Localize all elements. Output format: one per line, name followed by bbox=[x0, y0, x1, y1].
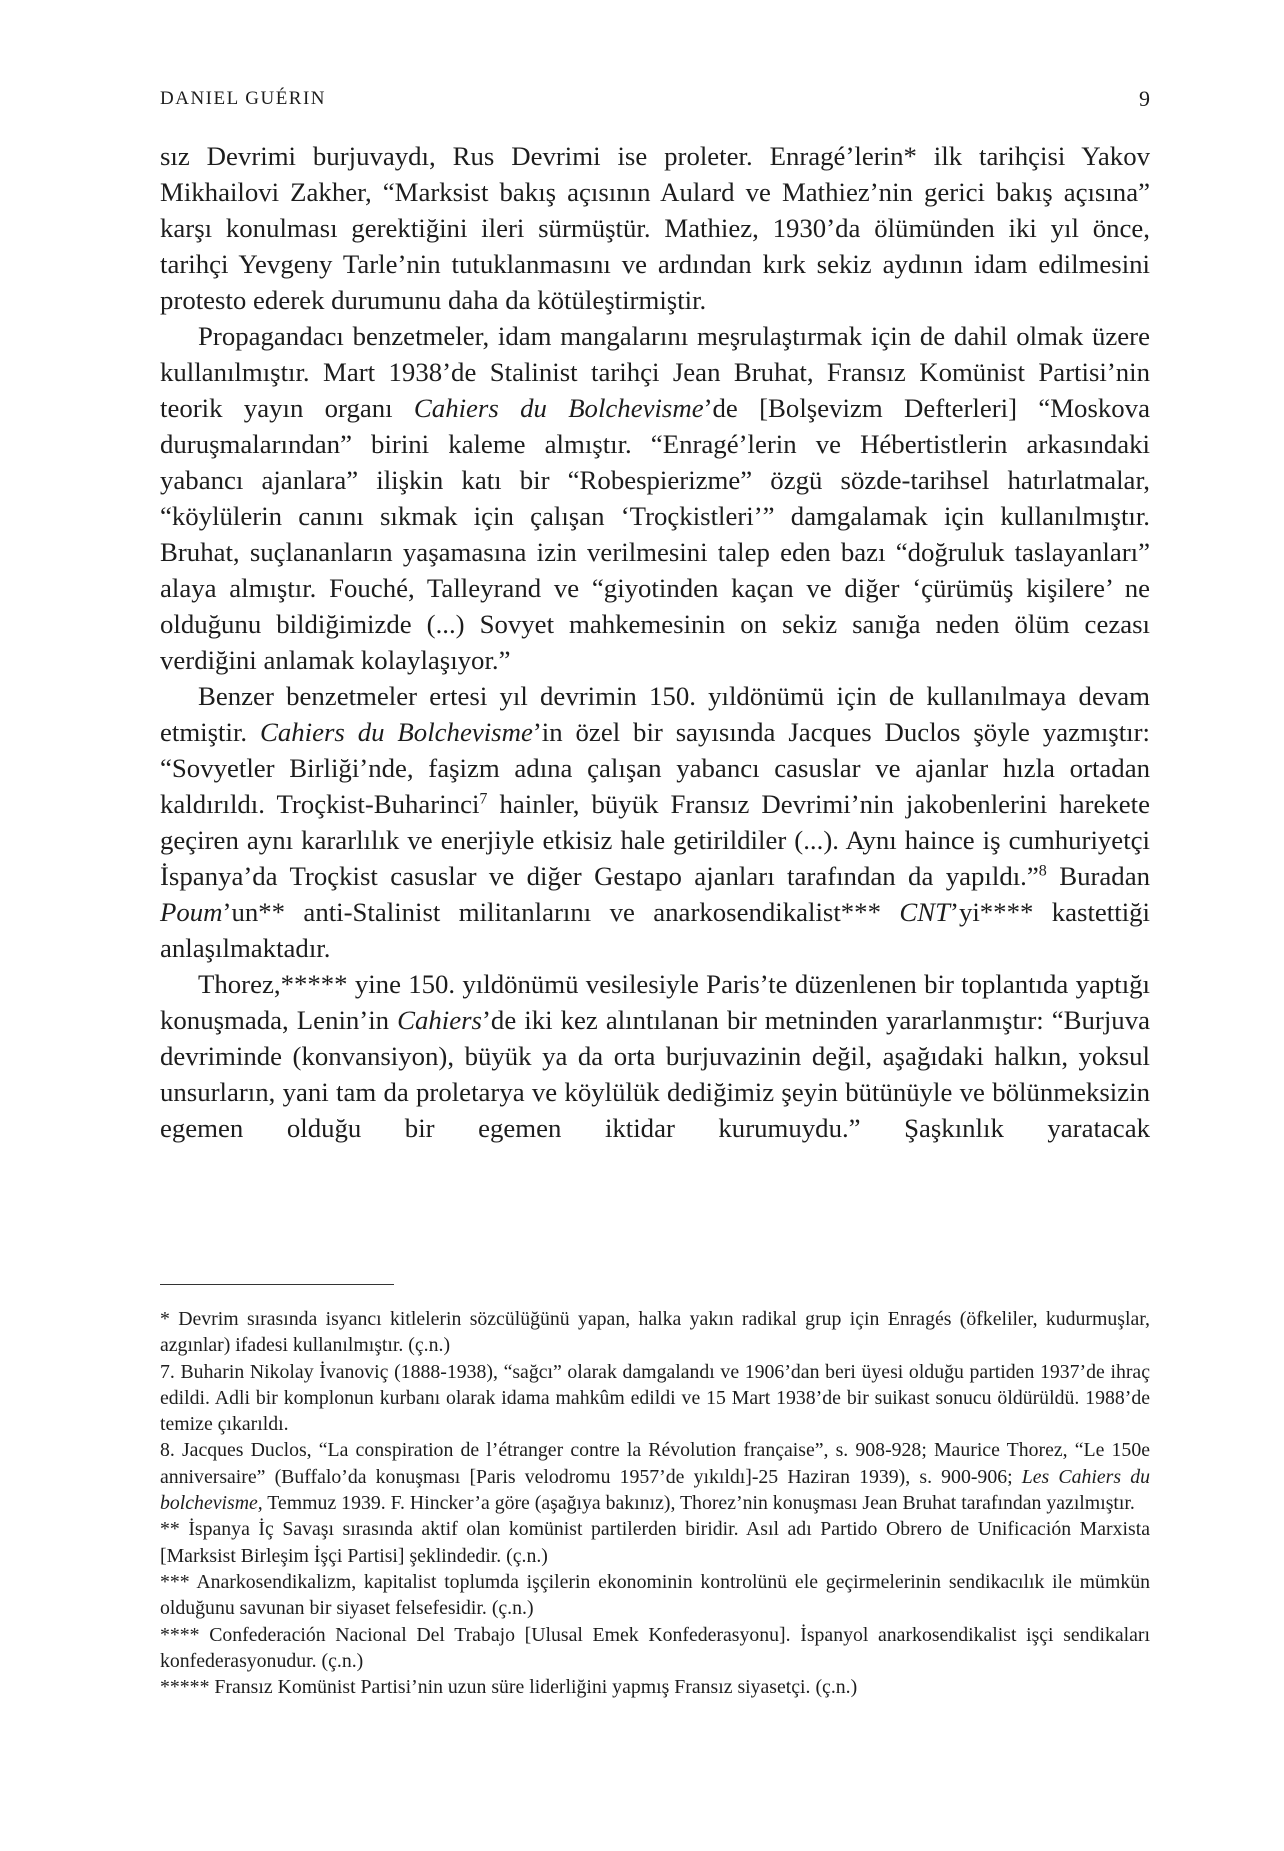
footnote: *** Anarkosendikalizm, kapitalist toplumda işçilerin ekonominin kontrolünü ele geçirmelerinin sendikacılık ile mümkün olduğunu savunan bir siyaset felsefesidir. (ç.n.) bbox=[160, 1570, 1150, 1620]
union-name: CNT bbox=[899, 897, 951, 927]
paragraph-2: Propagandacı benzetmeler, idam mangalarını meşrulaştırmak için de dahil olmak üzere kullanılmıştır. Mart 1938’de Stalinist tarihçi Jean Bruhat, Fransız Komünist Partisi’nin teorik yayın organı Cahiers du Bolchevisme’de [Bolşevizm Defterleri] “Moskova duruşmalarından” birini kaleme almıştır. “Enragé’lerin ve Hébertistlerin arkasındaki yabancı ajanlara” ilişkin katı bir “Robespierizme” özgü sözde-tarihsel hatırlatmalar, “köylülerin canını sıkmak için çalışan ‘Troçkistleri’” damgalamak için kullanılmıştır. Bruhat, suçlananların yaşamasına izin verilmesini talep eden bazı “doğruluk taslayanları” alaya almıştır. Fouché, Talleyrand ve “giyotinden kaçan ve diğer ‘çürümüş kişilere’ ne olduğunu bildiğimizde (...) Sovyet mahkemesinin on sekiz sanığa neden ölüm cezası verdiğini anlamak kolaylaşıyor.” bbox=[160, 321, 1150, 675]
page-header bbox=[160, 88, 1150, 118]
footnote: **** Confederación Nacional Del Trabajo [Ulusal Emek Konfederasyonu]. İspanyol anarkosendikalist işçi sendikaları konfederasyonudur. (ç.n.) bbox=[160, 1623, 1150, 1672]
body-text bbox=[160, 138, 1150, 1146]
footnotes bbox=[160, 1306, 1150, 1700]
journal-title: Cahiers du Bolchevisme bbox=[259, 717, 533, 747]
footnote: 8. Jacques Duclos, “La conspiration de l’étranger contre la Révolution française”, s. 908-928; Maurice Thorez, “Le 150e anniversaire” (Buffalo’da konuşması [Paris velodromu 1957’de yıkıldı]-25 Haziran 1939), s. 900-906; Les Cahiers du bolchevisme, Temmuz 1939. F. Hincker’a göre (aşağıya bakınız), Thorez’nin konuşması Jean Bruhat tarafından yazılmıştır. bbox=[160, 1439, 1150, 1515]
paragraph-3: Benzer benzetmeler ertesi yıl devrimin 150. yıldönümü için de kullanılmaya devam etmiştir. Cahiers du Bolchevisme’in özel bir sayısında Jacques Duclos şöyle yazmıştır: “Sovyetler Birliği’nde, faşizm adına çalışan yabancı casuslar ve ajanlar hızla ortadan kaldırıldı. Troçkist-Buharinci$^7$ hainler, büyük Fransız Devrimi’nin jakobenlerini harekete geçiren aynı kararlılık ve enerjiyle etkisiz hale getirildiler (...). Aynı haince iş cumhuriyetçi İspanya’da Troçkist casuslar ve diğer Gestapo ajanları tarafından da yapıldı.”$^8$ Buradan Poum’un** anti-Stalinist militanlarını ve anarkosendikalist*** CNT’yi**** kastettiği anlaşılmaktadır. bbox=[160, 681, 1150, 963]
footnote: * Devrim sırasında isyancı kitlelerin sözcülüğünü yapan, halka yakın radikal grup için Enragés (öfkeliler, kudurmuşlar, azgınlar) ifadesi kullanılmıştır. (ç.n.) bbox=[160, 1308, 1150, 1357]
footnote-ref-8: 8 bbox=[1038, 862, 1047, 880]
paragraph-4: Thorez,***** yine 150. yıldönümü vesilesiyle Paris’te düzenlenen bir toplantıda yaptığı konuşmada, Lenin’in Cahiers’de iki kez alıntılanan bir metninden yararlanmıştır: “Burjuva devriminde (konvansiyon), büyük ya da orta burjuvazinin değil, aşağıdaki halkın, yoksul unsurların, yani tam da proletarya ve köylülük dediğimiz şeyin bütünüyle ve bölünmeksizin egemen olduğu bir egemen iktidar kurumuydu.” Şaşkınlık yaratacak bbox=[160, 969, 1150, 1143]
footnote-divider bbox=[160, 1284, 394, 1285]
footnote-ref-7: 7 bbox=[479, 790, 488, 808]
journal-title: Cahiers du Bolchevisme bbox=[413, 393, 704, 423]
footnote: ** İspanya İç Savaşı sırasında aktif olan komünist partilerden biridir. Asıl adı Partido Obrero de Unificación Marxista [Marksist Birleşim İşçi Partisi] şeklindedir. (ç.n.) bbox=[160, 1518, 1150, 1567]
party-name: Poum bbox=[160, 897, 223, 927]
journal-title: Cahiers bbox=[397, 1005, 482, 1035]
running-head: DANIEL GUÉRIN bbox=[160, 88, 327, 109]
footnote: 7. Buharin Nikolay İvanoviç (1888-1938), “sağcı” olarak damgalandı ve 1906’dan beri üyesi olduğu partiden 1937’de ihraç edildi. Adli bir komplonun kurbanı olarak idama mahkûm edildi ve 15 Mart 1938’de bir suikast sonucu öldürüldü. 1988’de temize çıkarıldı. bbox=[160, 1360, 1150, 1436]
paragraph-1: sız Devrimi burjuvaydı, Rus Devrimi ise proleter. Enragé’lerin* ilk tarihçisi Yakov Mikhailovi Zakher, “Marksist bakış açısının Aulard ve Mathiez’nin gerici bakış açısına” karşı konulması gerektiğini ileri sürmüştür. Mathiez, 1930’da ölümünden iki yıl önce, tarihçi Yevgeny Tarle’nin tutuklanmasını ve ardından kırk sekiz aydının idam edilmesini protesto ederek durumunu daha da kötüleştirmiştir. bbox=[160, 141, 1150, 315]
page-number: 9 bbox=[1139, 86, 1150, 111]
footnote: ***** Fransız Komünist Partisi’nin uzun süre liderliğini yapmış Fransız siyasetçi. (ç.n.) bbox=[160, 1676, 858, 1699]
